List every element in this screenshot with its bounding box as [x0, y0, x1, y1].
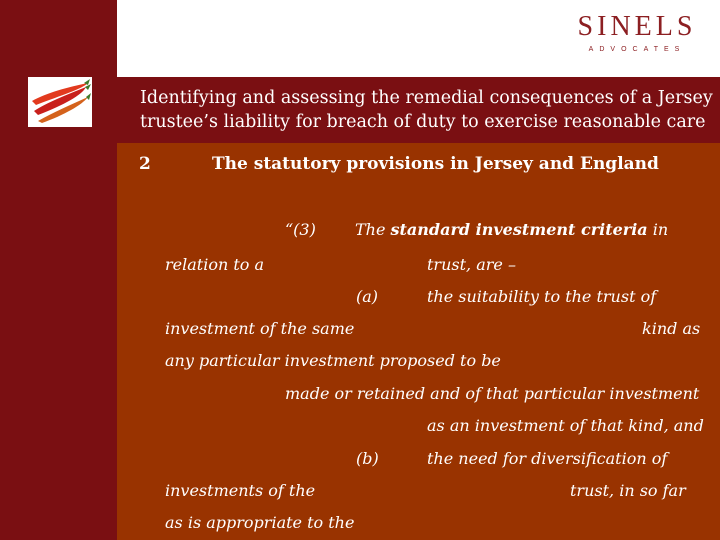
quote-line-9-right: trust, in so far	[570, 481, 686, 500]
quote-line-6: made or retained and of that particular investment	[285, 384, 700, 403]
quote-line-1-end: in	[647, 220, 669, 239]
slide-title-line-2: trustee’s liability for breach of duty to exercise reasonable care	[140, 112, 706, 132]
quote-line-1-emphasis: standard investment criteria	[390, 220, 648, 239]
logo-subtitle: ADVOCATES	[588, 46, 686, 53]
quote-line-1	[355, 220, 668, 239]
quote-line-1-start: The	[355, 220, 391, 239]
quote-line-2-right: trust, are –	[427, 255, 516, 274]
chili-peppers-icon	[28, 77, 92, 127]
slide-title-line-1: Identifying and assessing the remedial consequences of a Jersey	[140, 88, 713, 108]
quote-line-4-left: investment of the same	[165, 319, 355, 338]
quote-line-9-left: investments of the	[165, 481, 316, 500]
section-number: 2	[139, 154, 151, 174]
quote-item-a-label: (a)	[356, 287, 379, 306]
section-heading: The statutory provisions in Jersey and England	[212, 154, 659, 174]
quote-line-10: as is appropriate to the	[165, 513, 355, 532]
logo-name: SINELS	[577, 11, 697, 42]
quote-item-b-text: the need for diversification of	[427, 449, 668, 468]
quote-line-2-left: relation to a	[165, 255, 265, 274]
quote-item-a-text: the suitability to the trust of	[427, 287, 657, 306]
quote-item-b-label: (b)	[356, 449, 379, 468]
quote-line-7: as an investment of that kind, and	[427, 416, 704, 435]
quote-line-4-right: kind as	[642, 319, 701, 338]
quote-line-5: any particular investment proposed to be	[165, 351, 501, 370]
slide-title	[140, 86, 715, 134]
quote-clause-number: “(3)	[285, 220, 316, 239]
sinels-logo	[574, 12, 700, 53]
